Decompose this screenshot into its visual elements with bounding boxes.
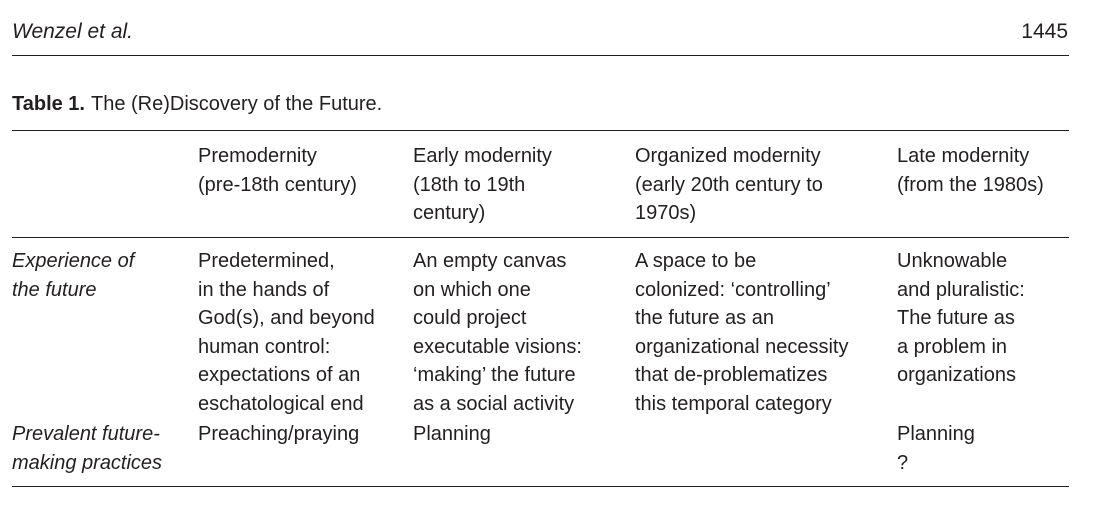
table-header-rule [12,237,1069,238]
table-cell: Unknowable and pluralistic: The future as a problem in organizations [897,250,1025,386]
table-label: Table 1. [12,93,85,115]
table-title: The (Re)Discovery of the Future. [91,93,383,115]
header-rule [12,55,1069,56]
table-cell: Planning [413,423,491,445]
column-header-premodernity: Premodernity (pre-18th century) [198,145,357,196]
table-caption [12,93,382,116]
column-header-late-modernity: Late modernity (from the 1980s) [897,145,1044,196]
column-header-organized-modernity: Organized modernity (early 20th century to 1970s) [635,145,823,224]
table-cell: An empty canvas on which one could project executable visions: ‘making’ the future as a social activity [413,250,582,415]
table-bottom-rule [12,486,1069,487]
table-cell: Predetermined, in the hands of God(s), and beyond human control: expectations of an eschatological end [198,250,375,415]
row-header-practices: Prevalent future- making practices [12,423,163,474]
table-cell: Planning ? [897,423,975,474]
table-top-rule [12,130,1069,131]
table-cell: Preaching/praying [198,423,360,445]
row-header-experience: Experience of the future [12,250,135,301]
page-number: 1445 [1021,20,1068,43]
table-cell: A space to be colonized: ‘controlling’ the future as an organizational necessity that de-problematizes this temporal category [635,250,849,415]
running-head: Wenzel et al. [12,20,134,43]
column-header-early-modernity: Early modernity (18th to 19th century) [413,145,552,224]
